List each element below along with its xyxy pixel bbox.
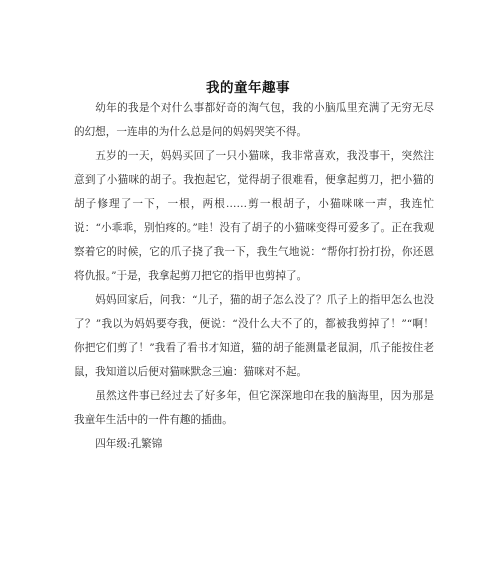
author-signature: 四年级:孔繁锦: [95, 438, 163, 450]
paragraph-2: 五岁的一天，妈妈买回了一只小猫咪，我非常喜欢，我没事干，突然注意到了小猫咪的胡子。我抱起它，觉得胡子很难看，便拿起剪刀，把小猫的胡子修理了一下，一根，两根……剪一根胡子，小猫咪咪一声，我连忙说：“小乖乖，别怕疼的。”哇！没有了胡子的小猫咪变得可爱多了。正在我观察着它的时候，它的爪子挠了我一下，我生气地说：“帮你打扮打扮，你还恩将仇报。”于是，我拿起剪刀把它的指甲也剪掉了。: [74, 150, 434, 282]
paragraph-1: 幼年的我是个对什么事都好奇的淘气包，我的小脑瓜里充满了无穷无尽的幻想，一连串的为什么总是问的妈妈哭笑不得。: [74, 102, 434, 138]
paragraph-3: 妈妈回家后，问我：“儿子，猫的胡子怎么没了？爪子上的指甲怎么也没了？”我以为妈妈要夸我，便说：“没什么大不了的，都被我剪掉了！”“啊！你把它们剪了！”我看了看书才知道，猫的胡子能测量老鼠洞，爪子能按住老鼠，我知道以后便对猫咪默念三遍：猫咪对不起。: [74, 294, 434, 378]
paragraph-4: 虽然这件事已经过去了好多年，但它深深地印在我的脑海里，因为那是我童年生活中的一件有趣的插曲。: [74, 390, 434, 426]
page-title: 我的童年趣事: [206, 80, 290, 96]
essay-body: [74, 96, 434, 456]
